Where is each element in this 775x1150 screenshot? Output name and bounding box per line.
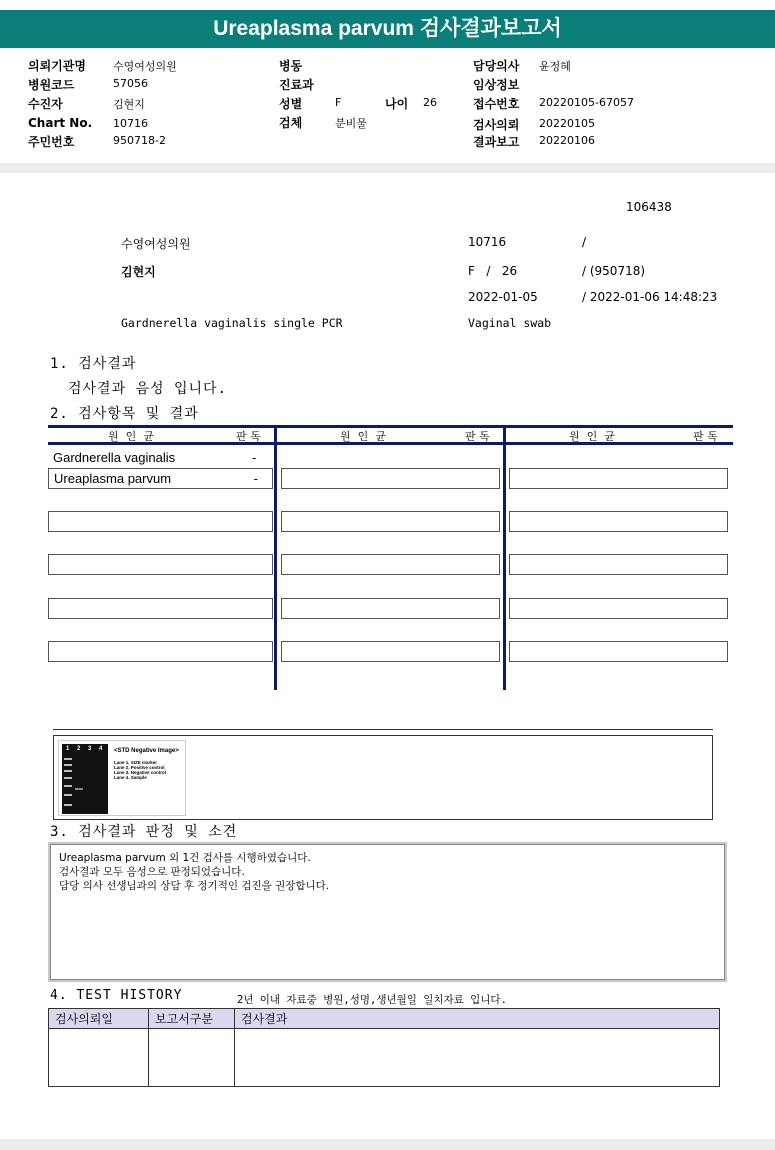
hospital-code-value: 57056 [113,77,148,90]
sex-label: 성별 [279,97,303,111]
hospital-code-label: 병원코드 [28,78,75,92]
gel-lane-number: 4 [99,746,103,752]
results-col-divider-2 [503,425,506,690]
page-bottom-bar [0,1139,775,1150]
history-col-request-date: 검사의뢰일 [49,1009,149,1029]
opinion-line: 담당 의사 선생님과의 상담 후 정기적인 검진을 권장합니다. [59,880,330,892]
gel-band [64,785,72,787]
request-date-label: 검사의뢰 [473,118,520,132]
summary-receipt-date: 2022-01-05 [468,290,538,304]
empty-cell [281,598,500,619]
gel-band [75,788,83,790]
age-value: 26 [423,96,437,109]
results-col-divider-1 [274,425,277,690]
chart-no-label: Chart No. [28,116,93,130]
section-1-title: 1. 검사결과 [50,356,137,372]
empty-cell [509,554,728,575]
summary-slash: / [582,235,587,249]
empty-cell [281,511,500,532]
section-2-title: 2. 검사항목 및 결과 [50,406,199,422]
col-pathogen-1: 원 인 균 [108,430,154,443]
summary-specimen: Vaginal swab [468,316,552,330]
col-judgement-3: 판 독 [693,430,718,443]
empty-cell [48,641,273,662]
resident-no-value: 950718-2 [113,134,166,147]
doctor-value: 윤정혜 [539,60,571,73]
doctor-label: 담당의사 [473,59,520,73]
history-row [49,1029,720,1087]
specimen-label: 검체 [279,116,303,130]
summary-id: / (950718) [582,264,646,278]
history-cell [235,1029,720,1087]
gel-lane-desc: Lane 2. Positive control [114,765,165,770]
result-row-2 [48,468,273,489]
opinion-box [48,842,727,982]
receipt-no-value: 20220105-67057 [539,96,634,109]
empty-cell [48,598,273,619]
gel-image [58,740,186,816]
empty-cell [509,468,728,489]
empty-cell [509,598,728,619]
gel-band [64,794,72,796]
gel-title: <STD Negative Image> [114,748,179,754]
summary-test-name: Gardnerella vaginalis single PCR [121,316,343,330]
gel-lane-desc: Lane 3. Negative control [114,770,167,775]
empty-cell [281,554,500,575]
col-judgement-2: 판 독 [465,430,490,443]
gel-band [64,770,72,772]
section-1-text: 검사결과 음성 입니다. [68,381,228,397]
gel-band [64,764,72,766]
col-pathogen-3: 원 인 균 [569,430,615,443]
image-divider [53,729,713,730]
specimen-value: 분비물 [335,117,367,130]
summary-report-datetime: / 2022-01-06 14:48:23 [582,290,718,304]
opinion-line: Ureaplasma parvum 외 1건 검사를 시행하였습니다. [59,852,311,864]
empty-cell [281,468,500,489]
summary-clinic: 수영여성의원 [121,237,191,251]
history-col-report-type: 보고서구분 [149,1009,235,1029]
section-4-title: 4. TEST HISTORY [50,988,183,1003]
ward-label: 병동 [279,59,303,73]
result-row-1-pathogen: Gardnerella vaginalis [53,450,176,465]
age-label: 나이 [385,97,409,111]
gel-lane-number: 2 [77,746,81,752]
report-title: Ureaplasma parvum 검사결과보고서 [0,10,775,48]
empty-cell [509,511,728,532]
gel-lane-number: 3 [88,746,92,752]
gel-lane-desc: Lane 4. Sample [114,775,147,780]
gel-band [64,804,72,806]
history-col-result: 검사결과 [235,1009,720,1029]
result-row-2-result: - [253,471,258,486]
gel-band [64,758,72,760]
gel-lane-desc: Lane 1. SIZE marker [114,760,158,765]
summary-chart-no: 10716 [468,235,507,249]
chart-no-value: 10716 [113,117,148,130]
patient-label: 수진자 [28,97,63,111]
patient-value: 김현지 [113,98,145,111]
empty-cell [509,641,728,662]
header-divider [0,163,775,173]
empty-cell [48,511,273,532]
section-3-title: 3. 검사결과 판정 및 소견 [50,824,238,840]
empty-cell [48,554,273,575]
gel-lane-number: 1 [66,746,70,752]
history-table [48,1008,720,1087]
request-date-value: 20220105 [539,117,595,130]
history-cell [149,1029,235,1087]
opinion-line: 검사결과 모두 음성으로 판정되었습니다. [59,866,245,878]
doc-number: 106438 [626,200,672,214]
clinic-name-label: 의뢰기관명 [28,59,86,73]
department-label: 진료과 [279,78,314,92]
report-date-label: 결과보고 [473,135,520,149]
gel-photo [62,744,108,814]
gel-band [64,777,72,779]
clinical-info-label: 임상정보 [473,78,520,92]
history-cell [49,1029,149,1087]
clinic-name-value: 수영여성의원 [113,60,177,73]
summary-patient: 김현지 [121,265,156,279]
section-4-note: 2년 이내 자료중 병원,성명,생년월일 일치자료 입니다. [237,994,507,1006]
result-row-1-result: - [252,450,257,465]
empty-cell [281,641,500,662]
resident-no-label: 주민번호 [28,135,75,149]
col-judgement-1: 판 독 [236,430,261,443]
receipt-no-label: 접수번호 [473,97,520,111]
report-date-value: 20220106 [539,134,595,147]
summary-sex-age: F / 26 [468,264,518,278]
history-header-row [49,1009,720,1029]
result-row-2-pathogen: Ureaplasma parvum [54,471,172,486]
col-pathogen-2: 원 인 균 [340,430,386,443]
sex-value: F [335,96,342,109]
